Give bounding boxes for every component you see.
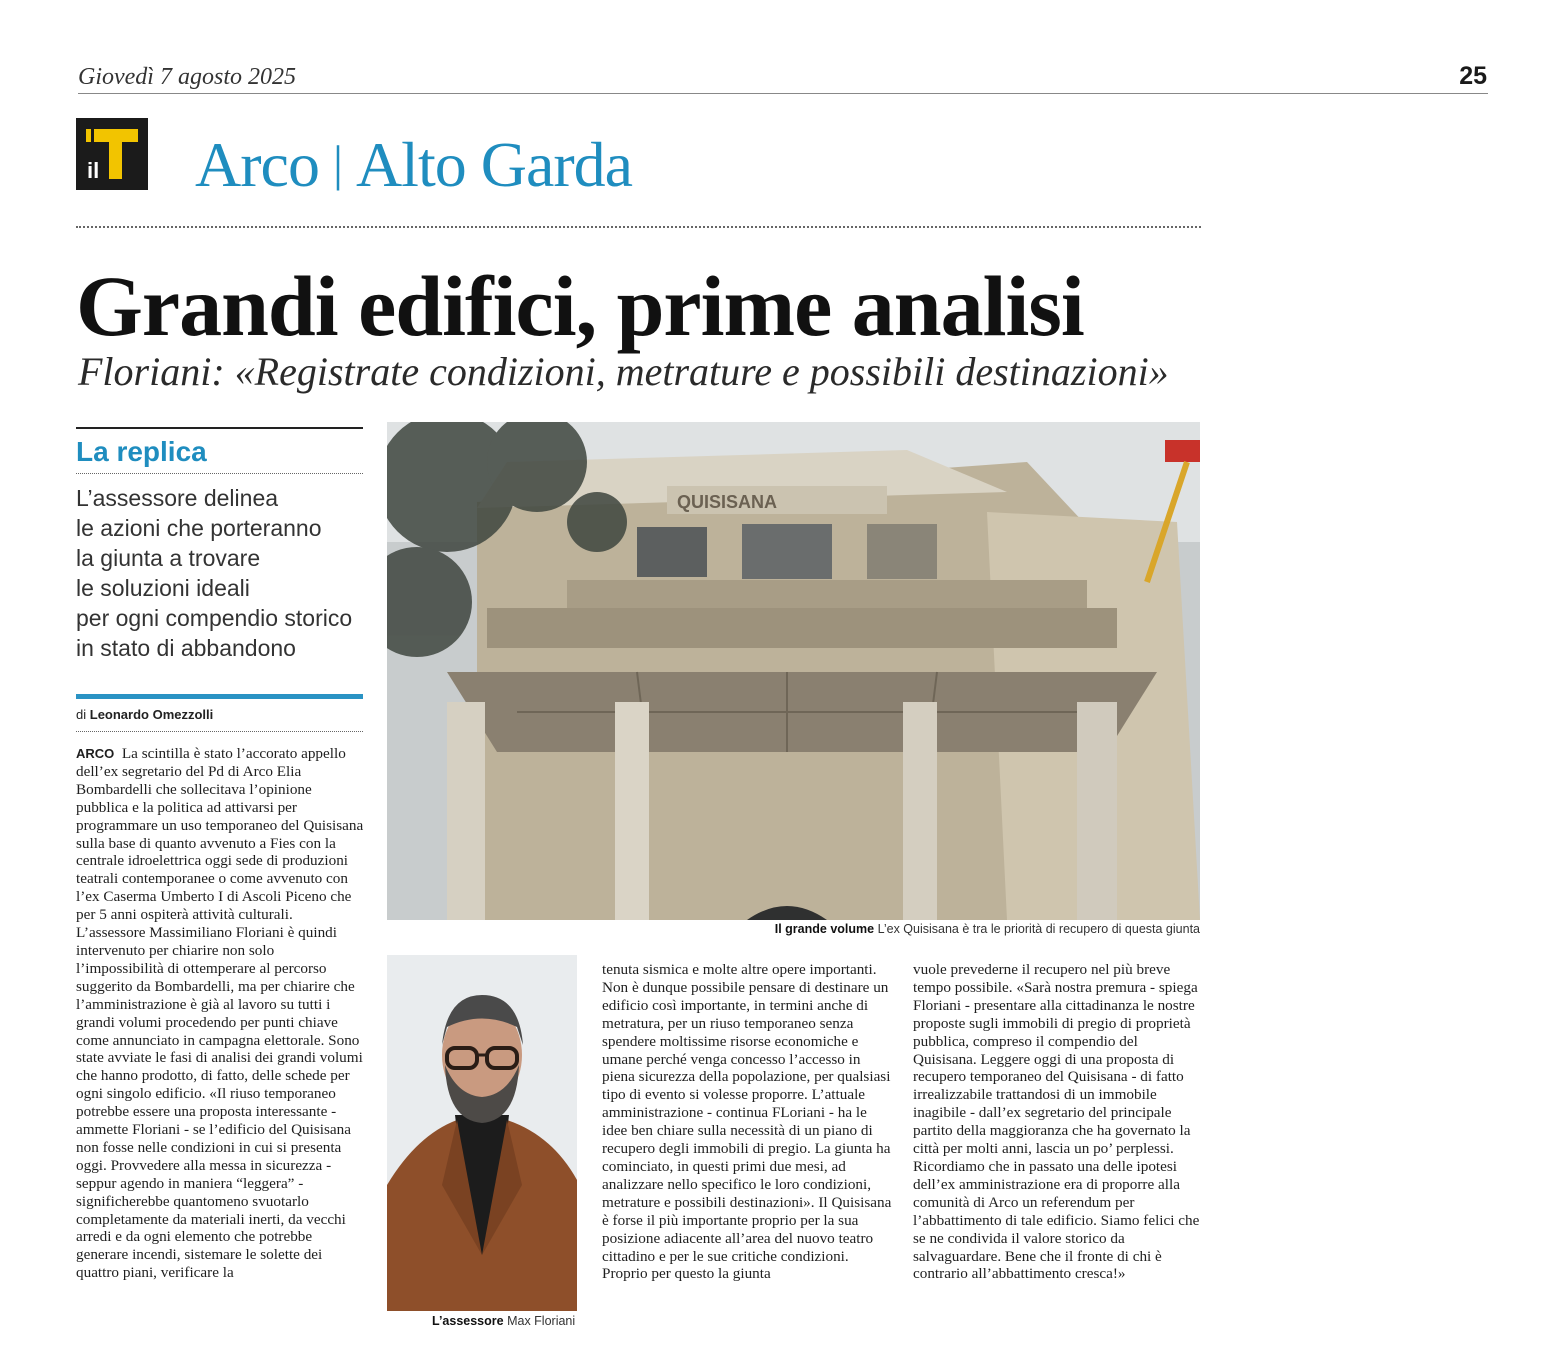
header-rule (78, 93, 1488, 94)
summary (76, 483, 376, 663)
section-city: Arco (195, 129, 319, 200)
kicker: La replica (76, 436, 207, 467)
article-column-1 (76, 745, 364, 1282)
portrait-caption (432, 1314, 575, 1328)
headline: Grandi edifici, prime analisi (76, 258, 1084, 354)
issue-date: Giovedì 7 agosto 2025 (78, 64, 296, 90)
kicker-divider (76, 473, 363, 474)
column-2-text: tenuta sismica e molte altre opere importanti. Non è dunque possibile pensare di destinare un edificio così importante, in termini anche di metratura, per un riuso temporaneo senza spendere moltissime risorse economiche e umane perché venga concesso l’accesso in piena sicurezza della popolazione, per qualsiasi tipo di evento si volesse proporre. L’attuale amministrazione - continua FLoriani - ha le idee ben chiare sulla necessità di un piano di recupero degli immobili di pregio. La giunta ha cominciato, in questi primi due mesi, ad analizzare nello specifico le loro condizioni, metrature e possibili destinazioni». Il Quisisana è forse il più importante proprio per la sua posizione adiacente all’area del nuovo teatro cittadino e per le sue critiche condizioni. Proprio per questo la giunta (602, 961, 892, 1283)
section-area: Alto Garda (355, 129, 633, 200)
author-name: Leonardo Omezzolli (89, 707, 214, 722)
page-number: 25 (1459, 62, 1487, 90)
kicker-rule (76, 427, 363, 429)
column-1-text: La scintilla è stato l’accorato appello dell’ex segretario del Pd di Arco Elia Bombardelli che sollecitava l’opinione pubblica e la politica ad attivarsi per programmare un uso temporaneo del Quisisana sulla base di quanto avvenuto a Fies con la centrale idroelettrica oggi sede di produzioni teatrali contemporanee o come avvenuto con l’ex Caserma Umberto I di Ascoli Piceno che per 5 anni ospiterà attività culturali. L’assessore Massimiliano Floriani è quindi intervenuto per chiarire non solo l’impossibilità di ottemperare al percorso suggerito da Bombardelli, ma per chiarire che l’amministrazione è già al lavoro su tutti i grandi volumi procedendo per punti chiave come annunciato in campagna elettorale. Sono state avviate le fasi di analisi dei grandi volumi che hanno prodotto, di fatto, delle schede per ogni singolo edificio. «Il riuso temporaneo potrebbe essere una proposta interessante - ammette Floriani - se l’edificio del Quisisana non fosse nelle condizioni in cui si presenta oggi. Provvedere alla messa in sicurezza - seppur agendo in maniera “leggera” - significherebbe quantomeno svuotarlo completamente da materiali inerti, da vecchi arredi e da ogni elemento che potrebbe generare incendi, sistemare le solette dei quattro piani, verificare la (76, 745, 364, 1282)
portrait-caption-bold: L’assessore (432, 1314, 504, 1328)
photo-caption-bold: Il grande volume (774, 922, 875, 936)
article-column-2 (602, 961, 892, 1283)
byline (76, 707, 213, 722)
building-sign: QUISISANA (677, 492, 778, 512)
summary-line: per ogni compendio storico (76, 605, 353, 631)
article-column-3 (913, 961, 1203, 1283)
dateline: ARCO (76, 746, 115, 761)
summary-line: la giunta a trovare (76, 545, 261, 571)
section-title (195, 128, 632, 202)
photo-caption (775, 922, 1200, 936)
byline-bar (76, 694, 363, 699)
svg-text:il: il (87, 158, 100, 183)
byline-prefix: di (76, 707, 87, 722)
byline-divider (76, 731, 363, 732)
subheadline: Floriani: «Registrate condizioni, metrature e possibili destinazioni» (78, 349, 1169, 394)
summary-line: le soluzioni ideali (76, 575, 250, 601)
portrait-caption-text: Max Floriani (507, 1314, 576, 1328)
portrait-photo (387, 955, 577, 1311)
newspaper-logo (76, 118, 148, 190)
summary-line: in stato di abbandono (76, 635, 296, 661)
section-separator: | (332, 135, 342, 191)
photo-caption-text: L’ex Quisisana è tra le priorità di recupero di questa giunta (877, 922, 1200, 936)
quisisana-photo (387, 422, 1200, 920)
summary-line: le azioni che porteranno (76, 515, 322, 541)
summary-line: L’assessore delinea (76, 485, 279, 511)
column-3-text: vuole prevederne il recupero nel più breve tempo possibile. «Sarà nostra premura - spiega Floriani - presentare alla cittadinanza le nostre proposte sugli immobili di pregio di proprietà pubblica, compreso il compendio del Quisisana. Leggere oggi di una proposta di recupero temporaneo del Quisisana - di fatto irrealizzabile trattandosi di un immobile inagibile - dall’ex segretario del principale partito della maggioranza che ha governato la città per molti anni, lascia un po’ perplessi. Ricordiamo che in passato una delle ipotesi dell’ex amministrazione era di proporre alla comunità di Arco un referendum per l’abbattimento di tale edificio. Siamo felici che se ne condivida il valore storico da salvaguardare. Bene che il fronte di chi è contrario all’abbattimento cresca!» (913, 961, 1200, 1283)
section-divider (76, 226, 1201, 228)
